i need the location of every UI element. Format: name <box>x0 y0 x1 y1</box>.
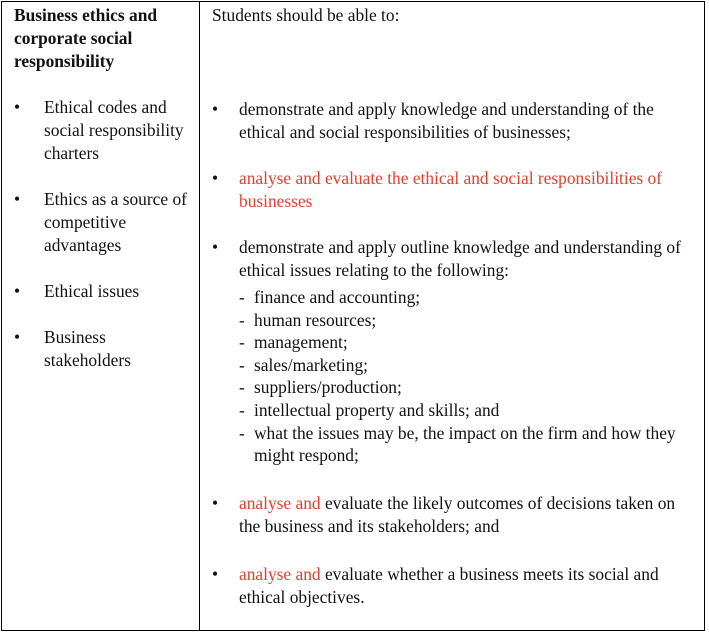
bullet-icon: • <box>14 189 21 209</box>
topic-heading: Business ethics and corporate social responsibility <box>14 5 158 71</box>
issue-item <box>239 309 700 332</box>
column-divider <box>199 2 200 630</box>
bullet-icon: • <box>212 237 219 257</box>
issue-item <box>239 422 700 467</box>
issue-label: human resources; <box>254 309 377 330</box>
issue-item <box>239 376 700 399</box>
topic-item <box>14 188 192 257</box>
topic-item-label: Ethical issues <box>44 281 140 301</box>
spec-table <box>1 1 705 631</box>
issue-label: finance and accounting; <box>254 287 421 307</box>
outcomes-list <box>212 98 700 609</box>
dash-icon: - <box>239 399 245 420</box>
issue-label: sales/marketing; <box>254 354 368 375</box>
outcome-text: evaluate the likely outcomes of decisions taken on the business and its stakeholders; and <box>239 492 676 536</box>
outcome-item <box>212 236 700 467</box>
issue-label: management; <box>254 332 348 353</box>
topic-item-label: Ethics as a source of competitive advantages <box>44 189 187 255</box>
issue-label: what the issues may be, the impact on the firm and how they might respond; <box>254 422 676 466</box>
issue-item <box>239 286 700 309</box>
outcome-text: demonstrate and apply knowledge and understanding of the ethical and social responsibilities of businesses; <box>239 99 654 142</box>
bullet-icon: • <box>14 97 21 117</box>
topic-list <box>14 96 192 372</box>
outcome-text-highlight: analyse and <box>239 492 321 513</box>
topic-column <box>14 4 192 372</box>
bullet-icon: • <box>212 492 219 513</box>
dash-icon: - <box>239 354 245 375</box>
issue-sublist <box>239 286 700 467</box>
bullet-icon: • <box>212 563 219 584</box>
dash-icon: - <box>239 422 245 443</box>
topic-item <box>14 326 192 372</box>
topic-item-label: Business stakeholders <box>44 327 131 370</box>
bullet-icon: • <box>14 281 21 301</box>
outcome-item <box>212 563 700 609</box>
outcome-text: evaluate whether a business meets its social and ethical objectives. <box>239 563 659 607</box>
outcomes-intro: Students should be able to: <box>212 5 400 25</box>
dash-icon: - <box>239 287 245 307</box>
outcome-text-highlight: analyse and evaluate the ethical and social responsibilities of businesses <box>239 168 663 211</box>
bullet-icon: • <box>212 99 219 119</box>
bullet-icon: • <box>14 327 21 347</box>
topic-item <box>14 96 192 165</box>
issue-item <box>239 331 700 354</box>
bullet-icon: • <box>212 168 219 188</box>
dash-icon: - <box>239 332 245 353</box>
issue-item <box>239 354 700 377</box>
dash-icon: - <box>239 377 245 398</box>
issue-item <box>239 399 700 422</box>
outcome-text: demonstrate and apply outline knowledge and understanding of ethical issues relating to the following: <box>239 237 681 280</box>
outcome-item <box>212 98 700 144</box>
issue-label: suppliers/production; <box>254 377 402 398</box>
topic-item <box>14 280 192 303</box>
issue-label: intellectual property and skills; and <box>254 399 500 420</box>
topic-item-label: Ethical codes and social responsibility charters <box>44 97 184 163</box>
dash-icon: - <box>239 309 245 330</box>
outcomes-column <box>212 4 700 609</box>
outcome-text-highlight: analyse and <box>239 563 321 584</box>
outcome-item <box>212 167 700 213</box>
outcome-item <box>212 492 700 538</box>
